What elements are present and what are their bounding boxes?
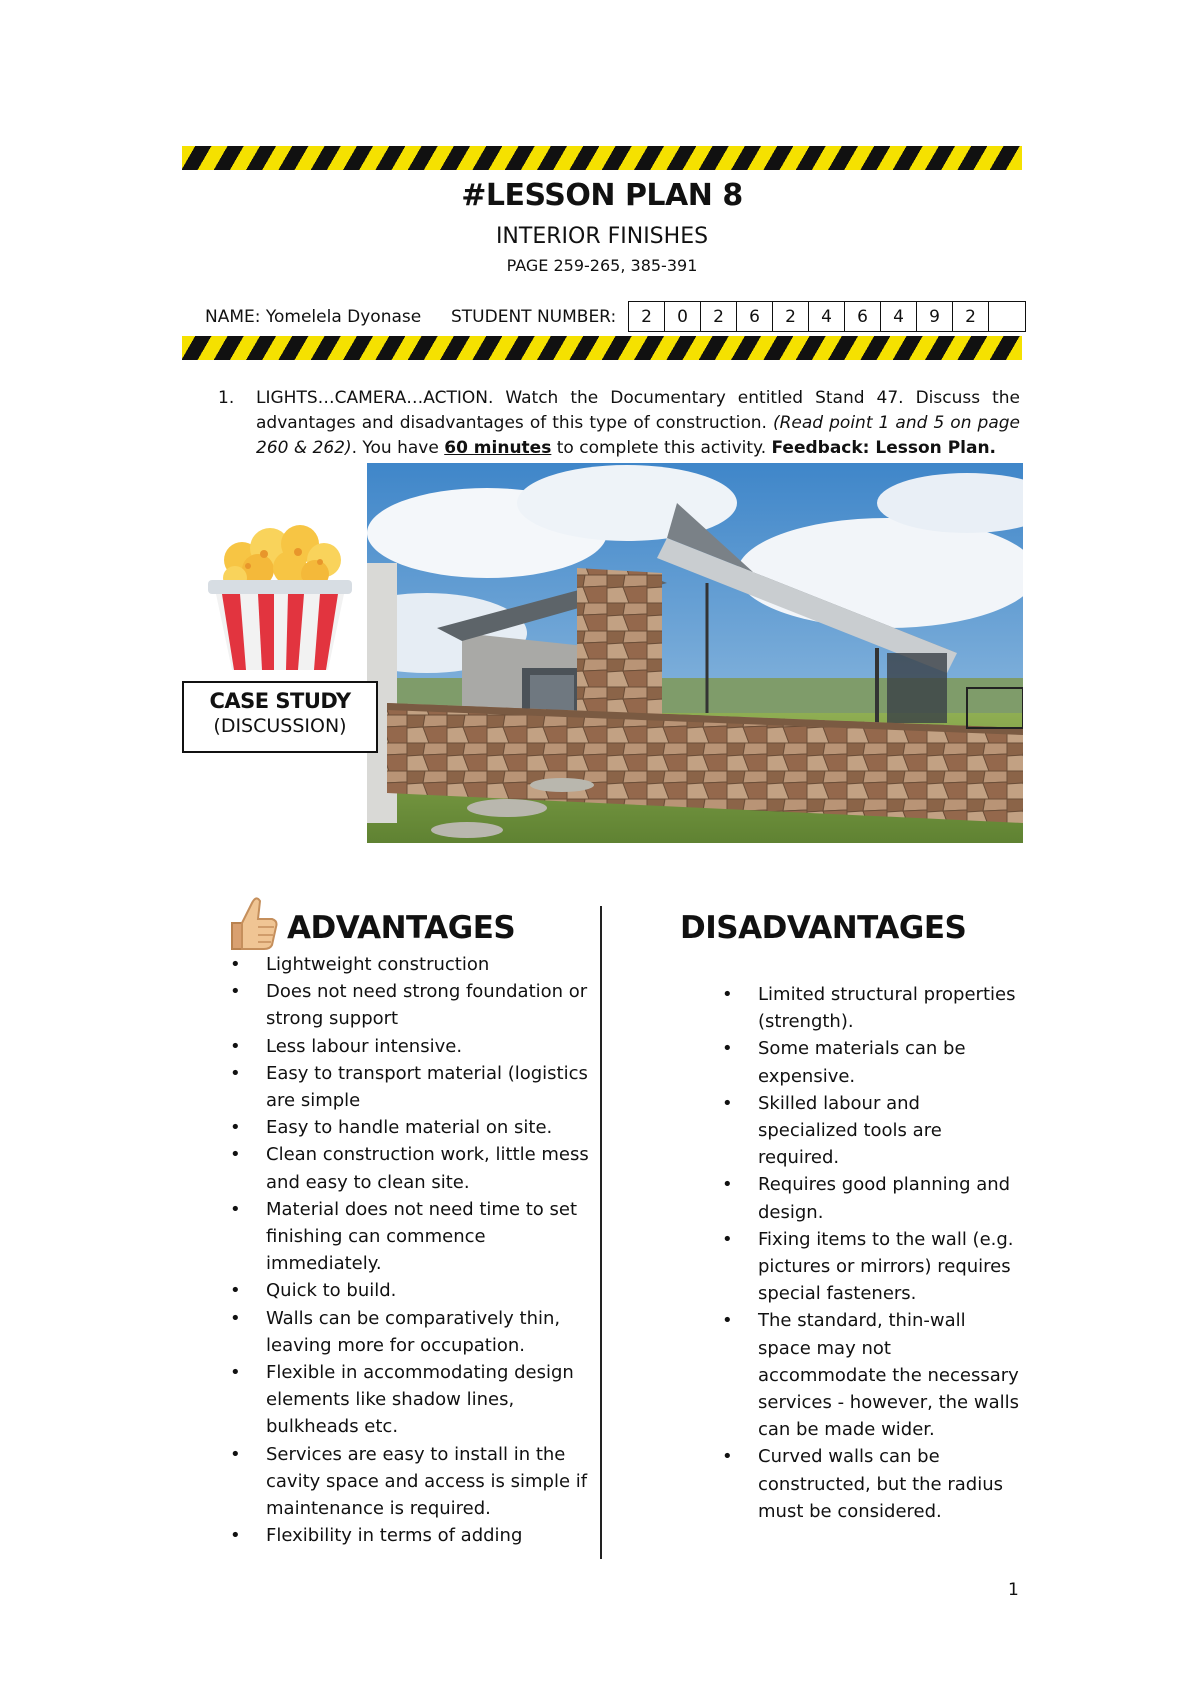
question-1 — [218, 386, 1020, 461]
page-number: 1 — [1008, 1580, 1019, 1600]
case-study-title: CASE STUDY — [209, 689, 351, 713]
advantage-item: • Less labour intensive. — [230, 1033, 592, 1060]
advantage-item: • Flexible in accommodating design elements like shadow lines, bulkheads etc. — [230, 1359, 592, 1441]
advantage-item: • Clean construction work, little mess and easy to clean site. — [230, 1141, 592, 1195]
question-feedback: Feedback: Lesson Plan. — [771, 438, 997, 458]
advantage-item: • Does not need strong foundation or strong support — [230, 978, 592, 1032]
student-number-digit: 4 — [809, 302, 845, 331]
advantage-item: • Material does not need time to set finishing can commence immediately. — [230, 1196, 592, 1278]
student-number-boxes — [628, 301, 1026, 332]
question-text-part: to complete this activity. — [551, 438, 772, 458]
advantage-item: • Lightweight construction — [230, 951, 592, 978]
advantages-heading: ADVANTAGES — [287, 910, 516, 946]
advantage-item: • Services are easy to install in the cavity space and access is simple if maintenance is required. — [230, 1441, 592, 1523]
disadvantages-heading: DISADVANTAGES — [680, 910, 967, 946]
page-title: #LESSON PLAN 8 — [461, 178, 743, 213]
hazard-stripe-top — [182, 146, 1022, 170]
student-name: NAME: Yomelela Dyonase — [205, 307, 422, 327]
disadvantage-item: • Fixing items to the wall (e.g. pictures or mirrors) requires special fasteners. — [722, 1226, 1022, 1308]
student-number-digit: 2 — [953, 302, 989, 331]
column-divider — [600, 906, 602, 1559]
disadvantages-list — [722, 981, 1022, 1525]
advantage-item: • Flexibility in terms of adding — [230, 1522, 592, 1549]
disadvantage-item: • Requires good planning and design. — [722, 1171, 1022, 1225]
hazard-stripe-bottom — [182, 336, 1022, 360]
student-number-digit: 6 — [845, 302, 881, 331]
student-number-digit: 2 — [773, 302, 809, 331]
question-text — [256, 386, 1020, 461]
student-number-digit: 9 — [917, 302, 953, 331]
disadvantage-item: • Curved walls can be constructed, but the radius must be considered. — [722, 1443, 1022, 1525]
disadvantage-item: • Some materials can be expensive. — [722, 1035, 1022, 1089]
student-number-digit: 2 — [701, 302, 737, 331]
page-subtitle: INTERIOR FINISHES — [495, 224, 709, 249]
advantage-item: • Easy to handle material on site. — [230, 1114, 592, 1141]
case-study-box — [182, 681, 378, 753]
student-number-digit: 2 — [629, 302, 665, 331]
question-text-part: LIGHTS…CAMERA…ACTION. Watch the Documentary entitled Stand 47. Discuss the advantages and disadvantages of this type of construction. — [256, 388, 1020, 433]
page-reference: PAGE 259-265, 385-391 — [506, 256, 698, 275]
question-time-limit: 60 minutes — [444, 438, 552, 458]
advantages-list — [230, 951, 592, 1549]
disadvantage-item: • The standard, thin-wall space may not accommodate the necessary services - however, the walls can be made wider. — [722, 1307, 1022, 1443]
student-number-label: STUDENT NUMBER: — [451, 307, 617, 327]
student-number-digit: 0 — [665, 302, 701, 331]
popcorn-icon — [200, 510, 360, 680]
thumbs-up-icon — [222, 893, 280, 955]
advantage-item: • Easy to transport material (logistics are simple — [230, 1060, 592, 1114]
house-photo-illustration — [367, 463, 1023, 843]
student-number-digit — [989, 302, 1025, 331]
student-number-digit: 6 — [737, 302, 773, 331]
disadvantage-item: • Limited structural properties (strength). — [722, 981, 1022, 1035]
disadvantage-item: • Skilled labour and specialized tools are required. — [722, 1090, 1022, 1172]
student-number-digit: 4 — [881, 302, 917, 331]
house-photo — [367, 463, 1023, 843]
question-reading-reference: (Read point 1 and 5 on page 260 & 262) — [256, 413, 1020, 458]
case-study-subtitle: (DISCUSSION) — [213, 715, 347, 737]
advantage-item: • Quick to build. — [230, 1277, 592, 1304]
question-text-part: . You have — [351, 438, 445, 458]
advantage-item: • Walls can be comparatively thin, leaving more for occupation. — [230, 1305, 592, 1359]
question-number: 1. — [218, 388, 235, 408]
